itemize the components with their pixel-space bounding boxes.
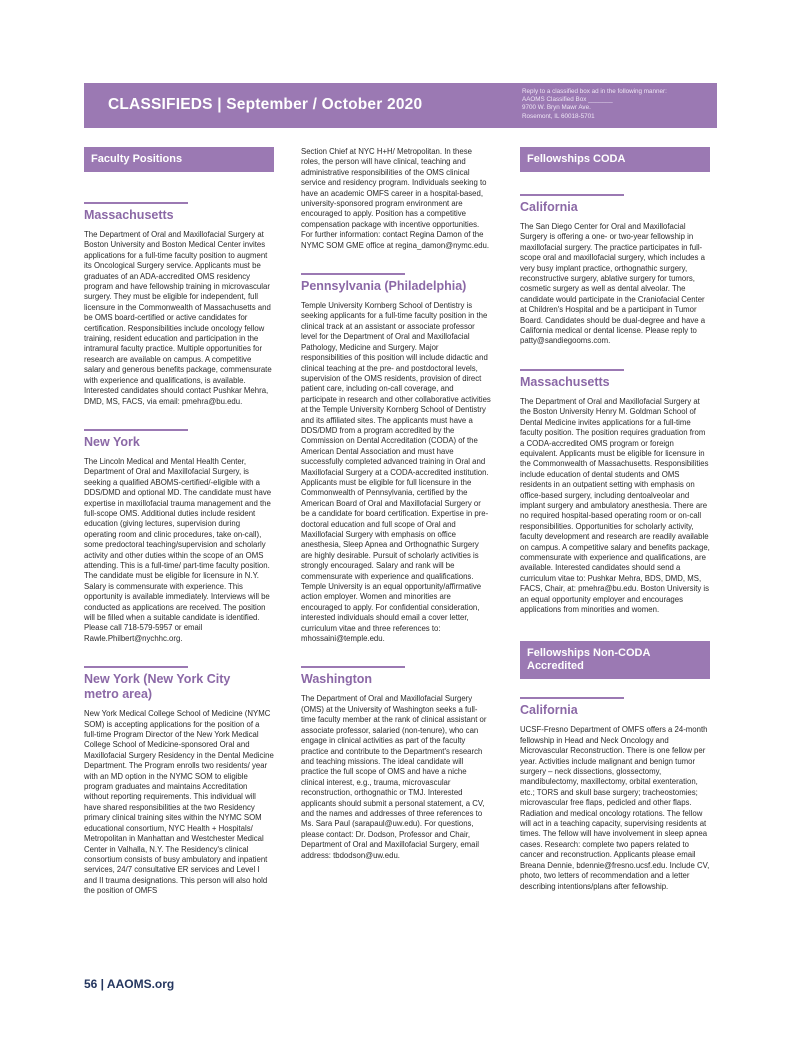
reply-line: Rosemont, IL 60018-5701 <box>522 112 595 120</box>
heading-rule <box>520 194 624 196</box>
listing-text: The Department of Oral and Maxillofacial Surgery at Boston University and Boston Medical Center invites applications for a full-time faculty position to augment its Oncological Surgery service. Applicants must be graduates of an ADA-accredited OMS residency program and have fellowship training in microvascular surgery. They must be eligible for independent, full licensure in the Commonwealth of Massachusetts and be OMS board-certified or active candidates for certification. Responsibilities include oncology fellow training, resident education and participation in the intramural faculty practice. Multiple opportunities for research are available on campus. A competitive salary and generous benefits package, commensurate with experience and qualifications, is available. Interested candidates should contact Pushkar Mehra, DMD, MS, FACS, via email: pmehra@bu.edu. <box>84 230 272 406</box>
heading-california: California <box>520 200 578 214</box>
heading-rule <box>84 202 188 204</box>
heading-massachusetts: Massachusetts <box>520 374 610 389</box>
section-tab-fellowships-coda: Fellowships CODA <box>520 147 710 172</box>
heading-massachusetts: Massachusetts <box>84 208 174 222</box>
section-tab-faculty-positions: Faculty Positions <box>84 147 274 172</box>
column-left <box>84 147 274 897</box>
listing-text: The Department of Oral and Maxillofacial Surgery at the Boston University Henry M. Goldman School of Dental Medicine invites applications for a full-time faculty position. The position requires graduation from a CODA-accredited OMS program or foreign equivalent. Applicants must be eligible for licensure in the Commonwealth of Massachusetts. Responsibilities include education of dental students and OMS residents in an outpatient setting with emphasis on office-based surgery, including dentoalveolar and implant surgery and ambulatory anesthesia. There are no required hospital-based operating room or on-call responsibilities. Opportunities for scholarly activity, faculty development and research are readily available on campus. A competitive salary and benefits package, commensurate with experience and qualifications, are available. Interested candidates should send a curriculum vitae to: Pushkar Mehra, BDS, DMD, MS, FACS, Chair, at: pmehra@bu.edu. Boston University is an equal opportunity employer and encourages applications from minorities and women. <box>520 396 710 614</box>
reply-instructions <box>522 88 667 121</box>
heading-rule <box>84 666 188 668</box>
listing-text: Temple University Kornberg School of Dentistry is seeking applicants for a full-time faculty position in the clinical track at an assistant or associate professor level for the Department of Oral and Maxillofacial Pathology, Medicine and Surgery. Major responsibilities of this position will include didactic and clinical teaching at the pre- and postdoctoral levels, supervision of the OMS residents, provision of direct patient care, including on-call coverage, and participate in research and other collaborative activities at the Temple University Kornberg School of Dentistry and its affiliated sites. The applicants must have a DDS/DMD from a program accredited by the Commission on Dental Accreditation (CODA) of the American Dental Association and must have successfully completed advanced training in Oral and Maxillofacial Surgery at a CODA-accredited institution. Applicants must be eligible for full licensure in the Commonwealth of Pennsylvania, certified by the American Board of Oral and Maxillofacial Surgery or be a candidate for board certification. Expertise in pre-doctoral education and full scope of Oral and Maxillofacial Surgery with emphasis on office anesthesia, Sleep Apnea and Orthognathic Surgery are highly desirable. Pursuit of scholarly activities is strongly encouraged. Salary and rank will be commensurate with experience and qualifications. Temple University is an equal opportunity/affirmative action employer. Women and minorities are encouraged to apply. For confidential consideration, interested individuals should email a cover letter, curriculum vitae and three references to: mhossaini@temple.edu. <box>301 301 491 644</box>
listing-text: Section Chief at NYC H+H/ Metropolitan. In these roles, the person will have clinical, teaching and administrative responsibilities of the OMS clinical service and residency program. Individuals seeking to have an academic OMFS career in a hospital-based, university-sponsored program environment are encouraged to apply. Position has a competitive compensation package with incentive opportunities. For further information: contact Regina Damon of the NYMC SOM GME office at regina_damon@nymc.edu. <box>301 147 490 250</box>
reply-line: AAOMS Classified Box _______ <box>522 96 613 104</box>
column-right <box>520 147 710 892</box>
heading-rule <box>301 273 405 275</box>
heading-rule <box>520 697 624 699</box>
listing-text: The Department of Oral and Maxillofacial Surgery (OMS) at the University of Washington seeks a full-time faculty member at the rank of clinical assistant or associate professor, salaried (non-tenure), who can engage in clinical activities as part of the faculty practice and contribute to the Department's research and teaching missions. The ideal candidate will practice the full scope of OMS and have a niche clinical interest, e.g., trauma, microvascular reconstruction, orthognathic or TMJ. Interested applicants should submit a personal statement, a CV, and the names and addresses of three references to Ms. Sara Paul (sarapaul@uw.edu). For questions, please contact: Dr. Dodson, Professor and Chair, Department of Oral and Maxillofacial Surgery, email address: tbdodson@uw.edu. <box>301 694 487 860</box>
listing-text: UCSF-Fresno Department of OMFS offers a 24-month fellowship in Head and Neck Oncology and Microvascular Reconstruction. There is one fellow per year. Activities include malignant and benign tumor surgery – neck dissections, glossectomy, mandibulectomy, maxillectomy, orbital exenteration, etc.; TORS and skull base surgery; tracheostomies; microvascular free flaps, pedicled and other flaps. Radiation and medical oncology rotations. The fellow will act in a teaching capacity, supervising residents at times. The fellow will have involvement in sleep apnea cases. Research: complete two papers related to cancer and reconstruction. Applicants please email Breana Dennie, bdennie@fresno.ucsf.edu. Include CV, photo, two letters of recommendation and a letter describing intentions/plans after fellowship. <box>520 725 710 891</box>
reply-line: Reply to a classified box ad in the following manner: <box>522 88 667 95</box>
banner-title: CLASSIFIEDS | September / October 2020 <box>108 96 423 113</box>
listing-text: The Lincoln Medical and Mental Health Center, Department of Oral and Maxillofacial Surgery, is seeking a qualified ABOMS-certified/-eligible with a DDS/DMD and optional MD. The candidate must have expertise in maxillofacial trauma management and the full-scope OMS. Additional duties include resident education (giving lectures, supervision during operating room and clinic procedures, take on-call), some predoctoral teaching/supervision and scholarly activity and other duties within the scope of an OMS attending. This is a full-time/ part-time faculty position. The candidate must be eligible for licensure in N.Y. Salary is commensurate with experience. This opportunity is available immediately. Interviews will be conducted as applications are received. The position will be filled when a suitable candidate is identified. Please call 718-579-5957 or email Rawle.Philbert@nychhc.org. <box>84 456 272 643</box>
heading-pennsylvania: Pennsylvania (Philadelphia) <box>301 279 467 294</box>
section-tab-fellowships-non-coda: Fellowships Non-CODA Accredited <box>520 641 710 679</box>
listing-text: New York Medical College School of Medicine (NYMC SOM) is accepting applications for the position of a full-time Program Director of the New York Medical College School of Medicine-sponsored Oral and Maxillofacial Surgery Residency in the Dental Medicine Department. The Program enrolls two residents/ year with an MD option in the NYMC SOM to eligible program graduates and maintains Accreditation without reporting requirements. This individual will have shared responsibilities at the two Residency primary clinical training sites within the NYMC SOM educational consortium, NYC Health + Hospitals/ Metropolitan in Manhattan and Westchester Medical Center in Valhalla, N.Y. The Residency's clinical consortium consists of busy ambulatory and inpatient services, 24/7 consultative ER services and Level I and II trauma designations. This person will also hold the position of OMFS <box>84 709 274 896</box>
heading-rule <box>301 666 405 668</box>
heading-rule <box>520 369 624 371</box>
heading-washington: Washington <box>301 672 373 687</box>
heading-rule <box>84 429 188 431</box>
heading-california: California <box>520 703 578 718</box>
classifieds-banner <box>84 83 717 128</box>
listing-text: The San Diego Center for Oral and Maxillofacial Surgery is offering a one- or two-year fellowship in maxillofacial surgery. The practice participates in full-scope oral and maxillofacial surgery, which includes a very busy implant practice, orthognathic surgery, reconstructive surgery, ablative surgery for tumors, cosmetic surgery as well as dental alveolar. The candidate would participate in the Craniofacial Center at Children's Hospital and be a participant in Tumor Board. Candidates should be dual-degree and have a California medical or dental license. Please reply to patty@sandiegooms.com. <box>520 222 706 346</box>
page-footer: 56 | AAOMS.org <box>84 977 175 991</box>
column-middle <box>301 147 491 861</box>
heading-new-york: New York <box>84 434 140 449</box>
heading-new-york-metro: New York (New York City metro area) <box>84 672 231 702</box>
reply-line: 9700 W. Bryn Mawr Ave. <box>522 104 591 112</box>
